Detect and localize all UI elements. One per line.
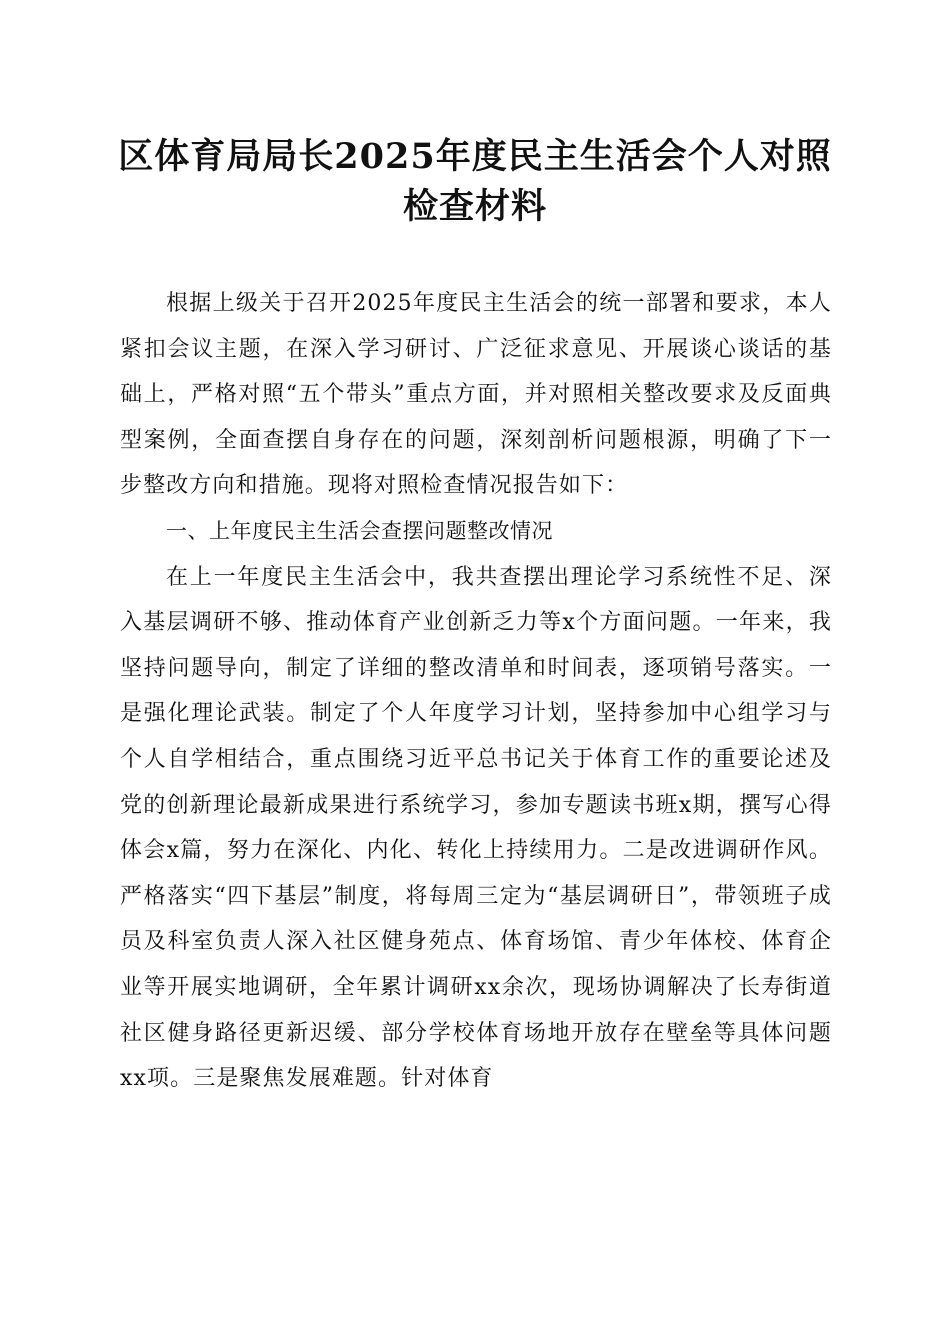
- section-1-heading: 一、上年度民主生活会查摆问题整改情况: [166, 518, 553, 543]
- intro-paragraph: 根据上级关于召开2025年度民主生活会的统一部署和要求，本人紧扣会议主题，在深入学习研讨、广泛征求意见、开展谈心谈话的基础上，严格对照“五个带头”重点方面，并对照相关整改要求及反面典型案例，全面查摆自身存在的问题，深刻剖析问题根源，明确了下一步整改方向和措施。现将对照检查情况报告如下：: [120, 291, 832, 499]
- section-1-paragraph: 在上一年度民主生活会中，我共查摆出理论学习系统性不足、深入基层调研不够、推动体育产业创新乏力等x个方面问题。一年来，我坚持问题导向，制定了详细的整改清单和时间表，逐项销号落实。一是强化理论武装。制定了个人年度学习计划，坚持参加中心组学习与个人自学相结合，重点围绕习近平总书记关于体育工作的重要论述及党的创新理论最新成果进行系统学习，参加专题读书班x期，撰写心得体会x篇，努力在深化、内化、转化上持续用力。二是改进调研作风。严格落实“四下基层”制度，将每周三定为“基层调研日”，带领班子成员及科室负责人深入社区健身苑点、体育场馆、青少年体校、体育企业等开展实地调研，全年累计调研xx余次，现场协调解决了长寿街道社区健身路径更新迟缓、部分学校体育场地开放存在壁垒等具体问题xx项。三是聚焦发展难题。针对体育: [120, 564, 832, 1092]
- document-body: [120, 281, 832, 1102]
- document-title-line-2: 检查材料: [402, 186, 547, 227]
- document-title: [110, 132, 840, 232]
- document-title-line-1: 区体育局局长2025年度民主生活会个人对照: [118, 136, 832, 177]
